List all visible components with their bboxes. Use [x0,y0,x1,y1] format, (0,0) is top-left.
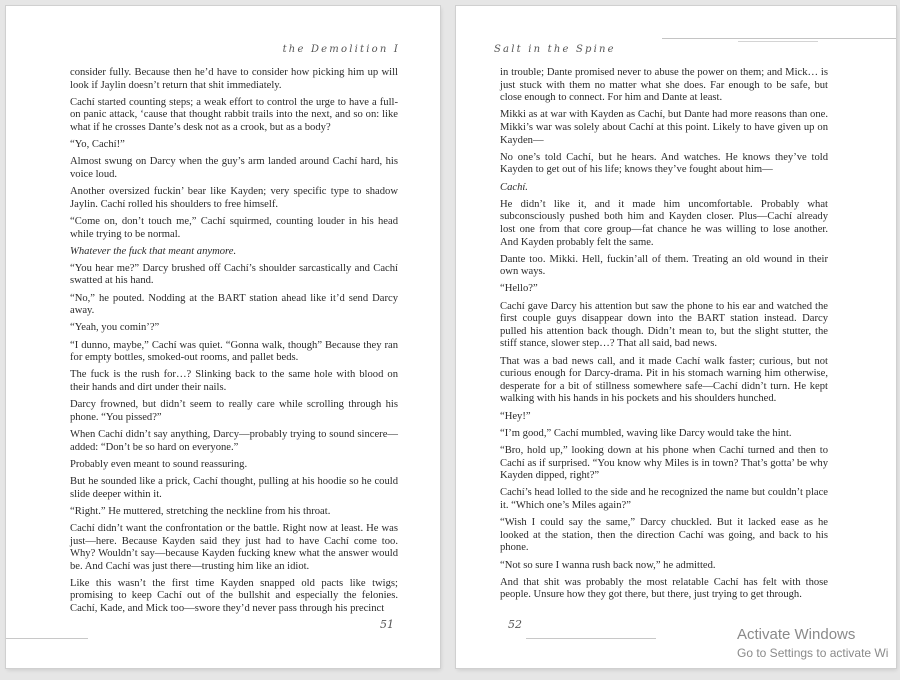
paragraph: “Yeah, you comin’?” [70,322,160,334]
paragraph: Like this wasn’t the first time Kayden snapped old pacts like twigs; promising to keep Cachí out of the bullshit and especially the felonies. Cachí, Kade, and Mick too—swore they’d never pass through his precinct [70,577,398,615]
paragraph: But he sounded like a prick, Cachí thought, pulling at his hoodie so he could slide deeper within it. [70,475,398,500]
paragraph: Cachí’s head lolled to the side and he recognized the name but couldn’t place it. “Which one’s Miles again?” [500,487,828,511]
watermark-subtitle: Go to Settings to activate Wi [737,646,889,660]
paragraph: Cachí. [500,181,528,193]
paragraph: “Come on, don’t touch me,” Cachí squirmed, counting louder in his head while trying to be normal. [70,215,398,240]
running-header: Salt in the Spine [494,44,616,55]
page-body [500,67,828,606]
paragraph: Another oversized fuckin’ bear like Kayden; very specific type to shadow Jaylin. Cachí rolled his shoulders to free himself. [70,186,398,210]
paragraph: Probably even meant to sound reassuring. [70,458,248,470]
paragraph: Cachí gave Darcy his attention but saw the phone to his ear and watched the first couple guys disappear down into the BART station instead. Darcy pulled his attention back though. Didn’t mean to, but the slight stutter, the stiff stance, slower step…? That all said, bad news. [500,300,828,350]
paragraph: “No,” he pouted. Nodding at the BART station ahead like it’d send Darcy away. [70,292,398,317]
page-body [70,67,398,620]
paragraph: Cachí started counting steps; a weak effort to control the urge to have a full-on panic attack, ‘cause that thought rabbit trails into the next, and so on: like what if he crosses Dante’s desk not as a crook, but as a body? [70,96,398,133]
paragraph: “I dunno, maybe,” Cachí was quiet. “Gonna walk, though” Because they ran for empty bottles, smoked-out rooms, and pallet beds. [70,339,398,364]
paragraph: “You hear me?” Darcy brushed off Cachí’s shoulder sarcastically and Cachí swatted at his hand. [70,262,398,287]
paragraph: “Not so sure I wanna rush back now,” he admitted. [500,559,716,571]
paragraph: When Cachí didn’t say anything, Darcy—probably trying to sound sincere—added: “Don’t be so hard on everyone.” [70,428,398,453]
header-rule [662,38,896,39]
paragraph: “Hey!” [500,410,531,422]
paragraph: “Bro, hold up,” looking down at his phone when Cachí turned and then to Cachí as if surprised. “You know why Miles is in town? That’s gotta’ be why Kayden dipped, right?” [500,444,828,482]
paragraph: Cachí didn’t want the confrontation or the battle. Right now at least. He was just—here. Because Kayden said they just had to have Cachí come too. Why? Wouldn’t say—because Kayden fucking knew what the answer would be. And Cachí was just there—trusting him like an idiot. [70,522,398,572]
paragraph: Dante too. Mikki. Hell, fuckin’all of them. Treating an old wound in their own ways. [500,253,828,278]
footer-rule [526,638,656,639]
paragraph: Darcy frowned, but didn’t seem to really care while scrolling through his phone. “You pissed?” [70,399,398,423]
paragraph: consider fully. Because then he’d have to consider how picking him up will look if Jaylin doesn’t return that shit immediately. [70,67,398,91]
page-number: 51 [380,618,394,631]
paragraph: And that shit was probably the most relatable Cachí has felt with those people. Unsure how they got there, but there, just trying to get through. [500,576,828,601]
paragraph: Whatever the fuck that meant anymore. [70,245,237,257]
right-page [456,6,896,668]
paragraph: “Wish I could say the same,” Darcy chuckled. But it lacked ease as he looked at the station, then the direction Cachí was going, and back to his phone. [500,517,828,554]
left-page [6,6,440,668]
paragraph: in trouble; Dante promised never to abuse the power on them; and Mick… is just stuck with them no matter what she does. Far enough to be safe, but close enough to connect. For him and Dante at least. [500,67,828,104]
footer-rule [6,638,88,639]
activation-watermark [737,626,888,660]
page-number: 52 [508,618,522,631]
paragraph: The fuck is the rush for…? Slinking back to the same hole with blood on their hands and dirt under their nails. [70,369,398,393]
paragraph: “Yo, Cachí!” [70,139,125,151]
running-header: the Demolition I [282,44,400,55]
paragraph: “Right.” He muttered, stretching the neckline from his throat. [70,505,331,517]
paragraph: No one’s told Cachí, but he hears. And watches. He knows they’ve told Kayden to get out of his life; knows they’ve fought about him— [500,151,828,176]
paragraph: “Hello?” [500,283,538,295]
paragraph: “I’m good,” Cachí mumbled, waving like Darcy would take the hint. [500,427,792,439]
header-rule-accent [738,41,818,42]
paragraph: Almost swung on Darcy when the guy’s arm landed around Cachí hard, his voice loud. [70,156,398,180]
watermark-title: Activate Windows [737,626,856,643]
paragraph: Mikki as at war with Kayden as Cachí, but Dante had more reasons than one. Mikki’s war was solely about Cachí at this point. Likely to have given up on Kayden— [500,109,828,146]
paragraph: He didn’t like it, and it made him uncomfortable. Probably what subconsciously pushed both him and Kayden closer. Plus—Cachí already lost one from that core group—fat chance he was willing to lose another. And Kayden probably felt the same. [500,198,828,248]
paragraph: That was a bad news call, and it made Cachí walk faster; curious, but not curious enough for Darcy-drama. Pit in his stomach warning him otherwise, desperate for a bit of stillness somewhere safe—Cachí didn’t turn. He kept walking with his hands in his pockets and his shoulders hunched. [500,355,828,405]
